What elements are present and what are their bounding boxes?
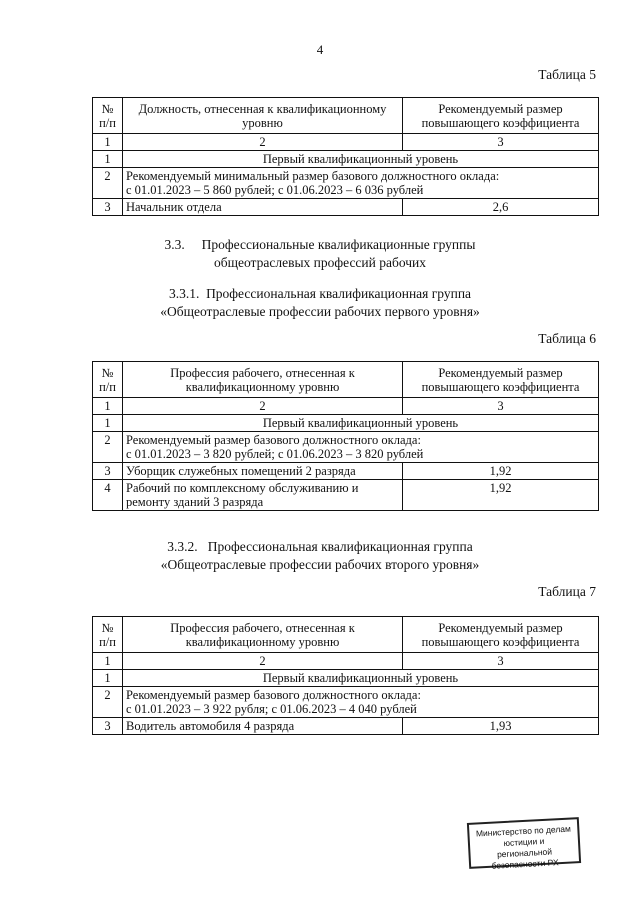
table6-salary-row <box>93 432 599 463</box>
table5-salary-num: 2 <box>93 168 123 199</box>
table7-salary-row <box>93 687 599 718</box>
table7-header-position: Профессия рабочего, отнесенная к квалификационному уровню <box>123 617 403 653</box>
table7-index-row <box>93 653 599 670</box>
section-3-3-2-heading <box>0 538 640 574</box>
table5-header-position: Должность, отнесенная к квалификационному уровню <box>123 98 403 134</box>
table7-item-coef: 1,93 <box>403 718 599 735</box>
table6-caption: Таблица 6 <box>538 331 596 346</box>
table5-salary-line2: с 01.01.2023 – 5 860 рублей; с 01.06.2023 – 6 036 рублей <box>126 183 424 197</box>
table7-caption: Таблица 7 <box>538 584 596 599</box>
table5-level-num: 1 <box>93 151 123 168</box>
section-3-3-1-line1: 3.3.1. Профессиональная квалификационная группа <box>168 286 472 301</box>
table5-level-row <box>93 151 599 168</box>
table5-index-3: 3 <box>403 134 599 151</box>
table5-salary-text <box>123 168 599 199</box>
table5 <box>92 97 599 216</box>
table5-item-name: Начальник отдела <box>123 199 403 216</box>
table6-index-2: 2 <box>123 398 403 415</box>
section-3-3-2-line1: 3.3.2. Профессиональная квалификационная группа <box>167 539 473 554</box>
table7-index-1: 1 <box>93 653 123 670</box>
stamp-line3: безопасности РХ <box>491 857 559 871</box>
table5-salary-line1: Рекомендуемый минимальный размер базового должностного оклада: <box>126 169 500 183</box>
table5-item-coef: 2,6 <box>403 199 599 216</box>
table6 <box>92 361 599 511</box>
table6-header-position: Профессия рабочего, отнесенная к квалификационному уровню <box>123 362 403 398</box>
table7-salary-line1: Рекомендуемый размер базового должностного оклада: <box>126 688 421 702</box>
table6-salary-line1: Рекомендуемый размер базового должностного оклада: <box>126 433 421 447</box>
table6-item-num: 3 <box>93 463 123 480</box>
table7-index-2: 2 <box>123 653 403 670</box>
table-row <box>93 463 599 480</box>
table7-item-name: Водитель автомобиля 4 разряда <box>123 718 403 735</box>
table5-index-1: 1 <box>93 134 123 151</box>
table6-header-num: № п/п <box>93 362 123 398</box>
table7-level-num: 1 <box>93 670 123 687</box>
table6-level-num: 1 <box>93 415 123 432</box>
table6-index-row <box>93 398 599 415</box>
table7-level-text: Первый квалификационный уровень <box>123 670 599 687</box>
table-row <box>93 718 599 735</box>
table6-item-name: Уборщик служебных помещений 2 разряда <box>123 463 403 480</box>
section-3-3-2-line2: «Общеотраслевые профессии рабочих второго уровня» <box>160 557 480 572</box>
table6-level-row <box>93 415 599 432</box>
section-3-3-heading <box>0 236 640 272</box>
table7-header-coef: Рекомендуемый размер повышающего коэффициента <box>403 617 599 653</box>
table6-salary-num: 2 <box>93 432 123 463</box>
table5-header-coef: Рекомендуемый размер повышающего коэффициента <box>403 98 599 134</box>
stamp-line2: юстиции и региональной <box>496 835 553 860</box>
table6-salary-line2: с 01.01.2023 – 3 820 рублей; с 01.06.2023 – 3 820 рублей <box>126 447 424 461</box>
table5-item-num: 3 <box>93 199 123 216</box>
section-3-3-line2: общеотраслевых профессий рабочих <box>213 255 427 270</box>
table5-index-row <box>93 134 599 151</box>
table6-index-1: 1 <box>93 398 123 415</box>
table5-salary-row <box>93 168 599 199</box>
ministry-stamp <box>467 817 581 869</box>
table7-salary-num: 2 <box>93 687 123 718</box>
table6-item-coef: 1,92 <box>403 480 599 511</box>
table6-item-coef: 1,92 <box>403 463 599 480</box>
table6-item-name: Рабочий по комплексному обслуживанию и ремонту зданий 3 разряда <box>123 480 403 511</box>
table5-level-text: Первый квалификационный уровень <box>123 151 599 168</box>
section-3-3-1-heading <box>0 285 640 321</box>
table7-item-num: 3 <box>93 718 123 735</box>
table5-index-2: 2 <box>123 134 403 151</box>
page-number: 4 <box>316 42 324 57</box>
table-row <box>93 480 599 511</box>
table7-salary-text <box>123 687 599 718</box>
table6-salary-text <box>123 432 599 463</box>
table6-index-3: 3 <box>403 398 599 415</box>
stamp-line1: Министерство по делам <box>475 823 572 839</box>
section-3-3-line1: 3.3. Профессиональные квалификационные группы <box>164 237 476 252</box>
table7-salary-line2: с 01.01.2023 – 3 922 рубля; с 01.06.2023 – 4 040 рублей <box>126 702 417 716</box>
table7-index-3: 3 <box>403 653 599 670</box>
table5-caption: Таблица 5 <box>538 67 596 82</box>
table5-header-row <box>93 98 599 134</box>
table7-header-num: № п/п <box>93 617 123 653</box>
table7-level-row <box>93 670 599 687</box>
table7-header-row <box>93 617 599 653</box>
table5-header-num: № п/п <box>93 98 123 134</box>
table7 <box>92 616 599 735</box>
table6-item-num: 4 <box>93 480 123 511</box>
table-row <box>93 199 599 216</box>
section-3-3-1-line2: «Общеотраслевые профессии рабочих первого уровня» <box>160 304 480 319</box>
table6-header-row <box>93 362 599 398</box>
table6-level-text: Первый квалификационный уровень <box>123 415 599 432</box>
table6-header-coef: Рекомендуемый размер повышающего коэффициента <box>403 362 599 398</box>
